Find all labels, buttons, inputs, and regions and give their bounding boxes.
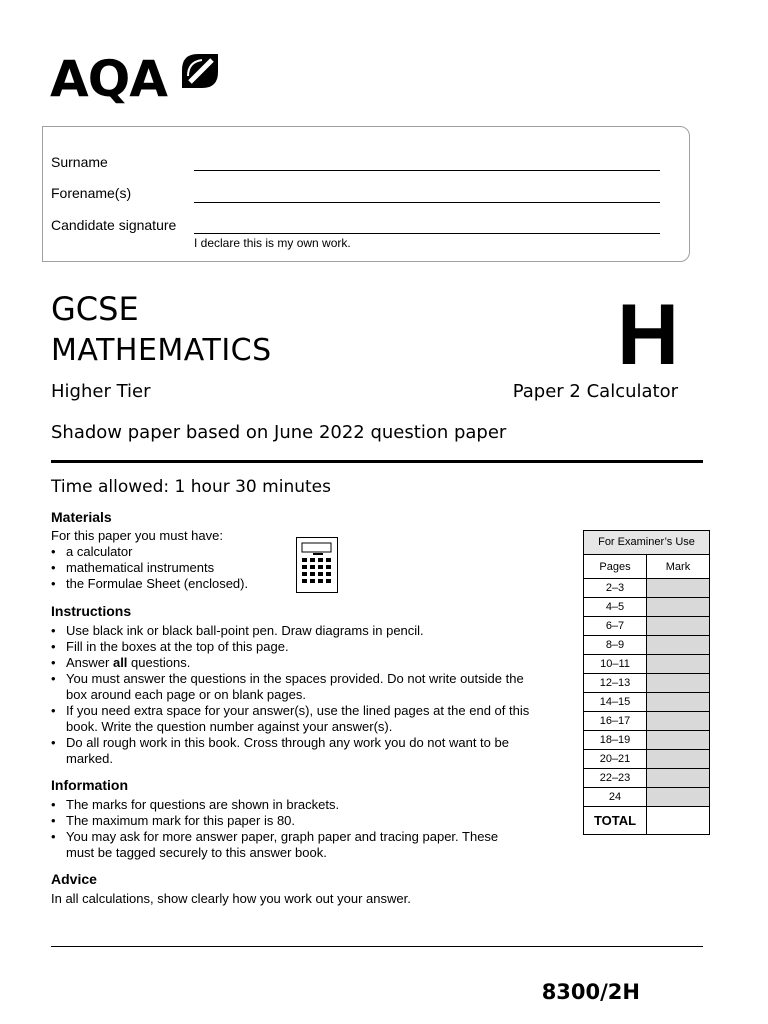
mark-cell[interactable] (647, 788, 709, 807)
mark-cell[interactable] (647, 712, 709, 731)
list-item: • The maximum mark for this paper is 80. (51, 813, 511, 829)
tier-label: Higher Tier (51, 381, 151, 402)
mark-cell[interactable] (647, 693, 709, 712)
total-mark-cell[interactable] (647, 807, 709, 834)
subject-title: MATHEMATICS (51, 333, 272, 368)
table-row-pages: 16–17 (584, 712, 647, 731)
list-item: • Fill in the boxes at the top of this page. (51, 639, 537, 655)
table-row-pages: 6–7 (584, 617, 647, 636)
list-item: • mathematical instruments (51, 560, 311, 576)
mark-cell[interactable] (647, 655, 709, 674)
surname-field[interactable] (194, 170, 660, 171)
mark-header: Mark (647, 555, 709, 579)
advice-text: In all calculations, show clearly how you work out your answer. (51, 891, 411, 906)
shadow-note: Shadow paper based on June 2022 question paper (51, 422, 507, 443)
declaration-text: I declare this is my own work. (194, 236, 351, 250)
instructions-section (51, 623, 537, 767)
mark-cell[interactable] (647, 598, 709, 617)
surname-label: Surname (51, 154, 108, 170)
list-item: • the Formulae Sheet (enclosed). (51, 576, 311, 592)
logo-mark-icon (180, 50, 220, 90)
tier-letter: H (617, 287, 680, 383)
table-row-pages: 12–13 (584, 674, 647, 693)
table-row-pages: 2–3 (584, 579, 647, 598)
list-item: • You may ask for more answer paper, graph paper and tracing paper. These must be tagged securely to this answer book. (51, 829, 511, 861)
table-row-pages: 4–5 (584, 598, 647, 617)
forenames-field[interactable] (194, 202, 660, 203)
materials-list (51, 544, 311, 592)
forenames-label: Forename(s) (51, 185, 132, 201)
pages-header: Pages (584, 555, 647, 579)
logo-text: AQA (50, 50, 167, 108)
table-row-pages: 18–19 (584, 731, 647, 750)
materials-intro: For this paper you must have: (51, 528, 223, 543)
information-section (51, 797, 511, 861)
information-heading: Information (51, 777, 128, 793)
mark-cell[interactable] (647, 750, 709, 769)
examiner-title: For Examiner’s Use (584, 531, 709, 555)
list-item: • You must answer the questions in the spaces provided. Do not write outside the box around each page or on blank pages. (51, 671, 537, 703)
instructions-list (51, 623, 537, 767)
table-row-pages: 10–11 (584, 655, 647, 674)
materials-heading: Materials (51, 509, 112, 525)
advice-heading: Advice (51, 871, 97, 887)
signature-label: Candidate signature (51, 217, 177, 233)
mark-cell[interactable] (647, 769, 709, 788)
table-row-pages: 22–23 (584, 769, 647, 788)
candidate-details-box (42, 126, 690, 262)
paper-label: Paper 2 Calculator (512, 381, 678, 402)
mark-cell[interactable] (647, 579, 709, 598)
calculator-icon (296, 537, 338, 593)
list-item: • If you need extra space for your answer(s), use the lined pages at the end of this book. Write the question number against your answer(s). (51, 703, 537, 735)
table-row-pages: 14–15 (584, 693, 647, 712)
table-row-pages: 8–9 (584, 636, 647, 655)
emphasis-text: all (112, 655, 128, 670)
examiner-table (583, 530, 710, 835)
list-item: • a calculator (51, 544, 311, 560)
list-item (51, 655, 537, 671)
total-label: TOTAL (584, 807, 647, 834)
instructions-heading: Instructions (51, 603, 132, 619)
mark-cell[interactable] (647, 674, 709, 693)
aqa-logo (50, 50, 220, 108)
information-list (51, 797, 511, 861)
time-allowed: Time allowed: 1 hour 30 minutes (51, 477, 331, 497)
mark-cell[interactable] (647, 731, 709, 750)
list-item: • Use black ink or black ball-point pen. Draw diagrams in pencil. (51, 623, 537, 639)
mark-cell[interactable] (647, 636, 709, 655)
list-item: • Do all rough work in this book. Cross through any work you do not want to be marked. (51, 735, 537, 767)
signature-field[interactable] (194, 233, 660, 234)
divider-thick (51, 460, 703, 463)
divider-thin (51, 946, 703, 947)
text-run: Answer (66, 655, 113, 670)
materials-section (51, 528, 311, 592)
table-row-pages: 24 (584, 788, 647, 807)
table-row-pages: 20–21 (584, 750, 647, 769)
mark-cell[interactable] (647, 617, 709, 636)
text-run: questions. (127, 655, 191, 670)
paper-code: 8300/2H (541, 980, 640, 1004)
qualification-title: GCSE (51, 290, 139, 328)
list-item: • The marks for questions are shown in brackets. (51, 797, 511, 813)
